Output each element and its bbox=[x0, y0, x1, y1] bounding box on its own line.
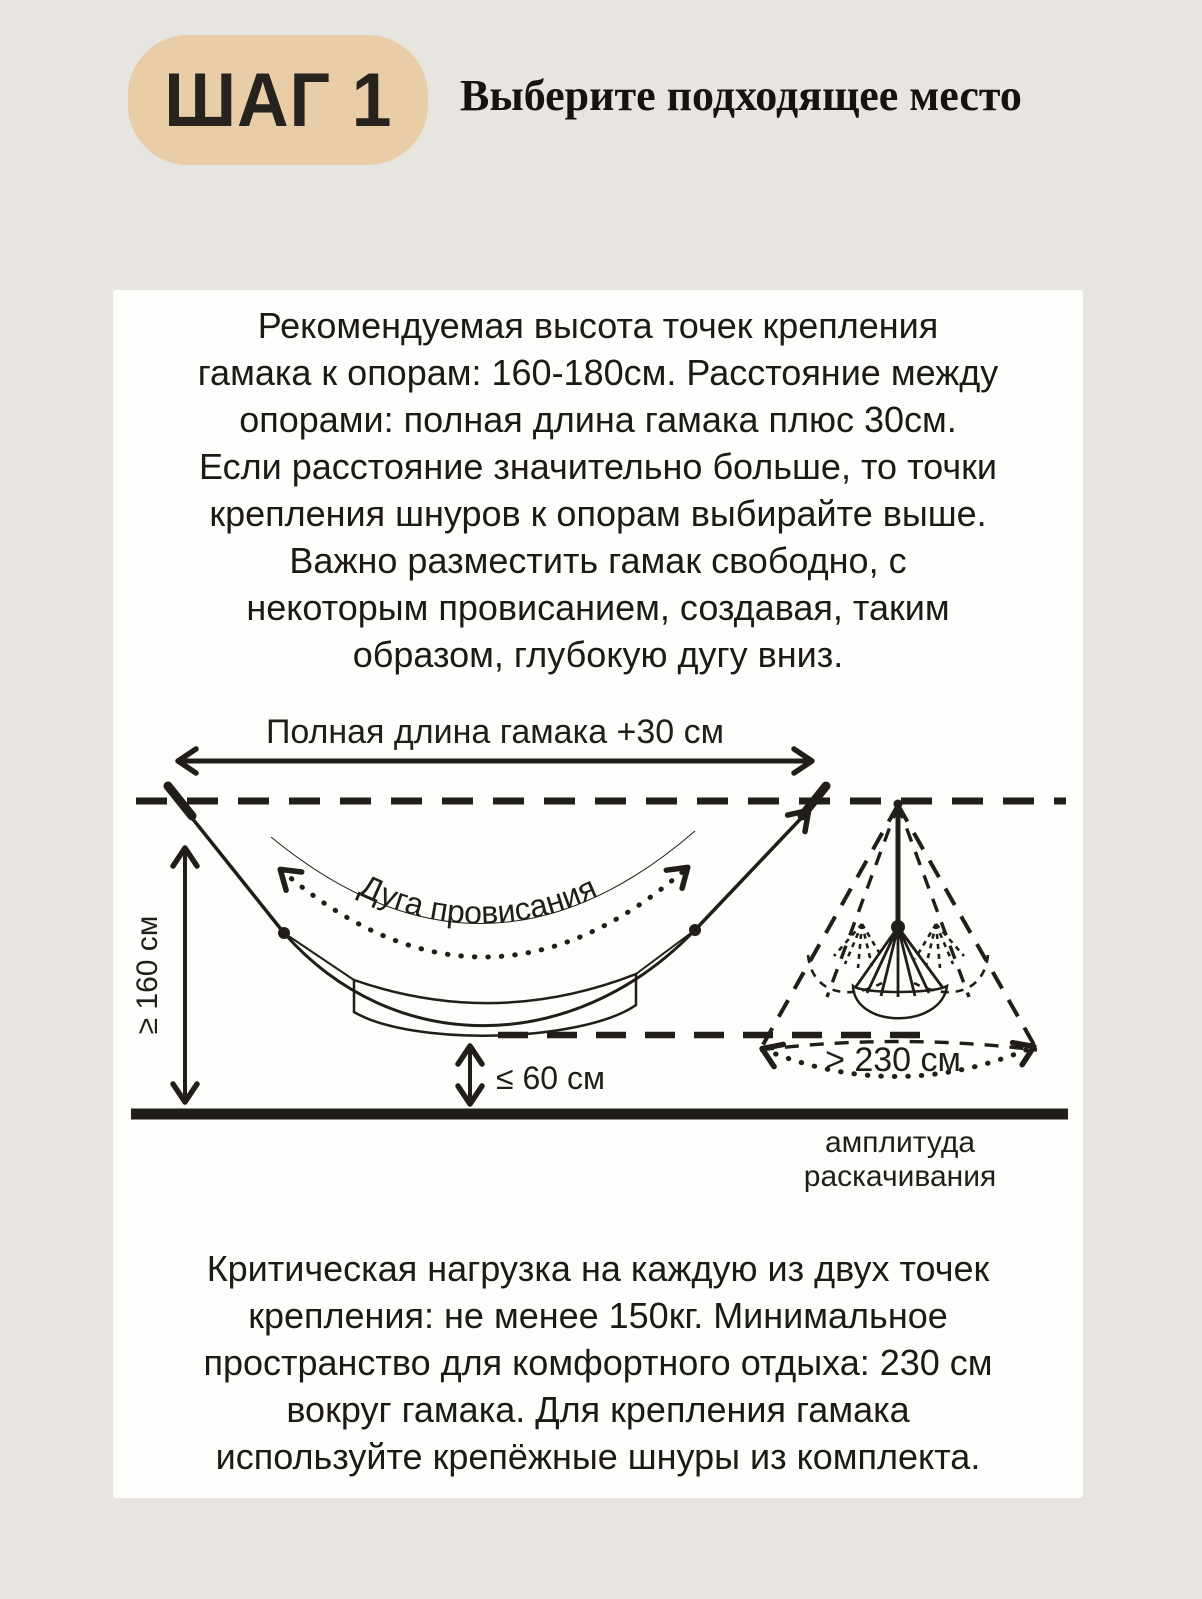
intro-line: Важно разместить гамак свободно, с bbox=[289, 540, 907, 581]
step-badge-label: ШАГ 1 bbox=[163, 57, 393, 143]
intro-paragraph bbox=[113, 302, 1083, 678]
intro-line: образом, глубокую дугу вниз. bbox=[352, 634, 844, 675]
page-title: Выберите подходящее место bbox=[460, 71, 1022, 120]
cone-edge-right bbox=[898, 805, 1037, 1050]
full-length-label: Полная длина гамака +30 см bbox=[265, 713, 725, 751]
load-paragraph bbox=[113, 1245, 1083, 1480]
swing-width-label: > 230 см bbox=[825, 1041, 961, 1079]
clearance-label: ≤ 60 см bbox=[496, 1060, 605, 1096]
intro-line: опорами: полная длина гамака плюс 30см. bbox=[239, 399, 957, 440]
load-line: вокруг гамака. Для крепления гамака bbox=[286, 1389, 910, 1430]
intro-line: некоторым провисанием, создавая, таким bbox=[246, 587, 950, 628]
ghost-knot-left bbox=[857, 914, 867, 924]
intro-line: Рекомендуемая высота точек крепления bbox=[257, 305, 939, 346]
intro-line: гамака к опорам: 160-180см. Расстояние между bbox=[197, 352, 999, 393]
ghost-strings-left bbox=[834, 924, 883, 968]
cone-strings bbox=[855, 927, 943, 997]
load-line: пространство для комфортного отдыха: 230 см bbox=[203, 1342, 993, 1383]
load-line: Критическая нагрузка на каждую из двух точек bbox=[206, 1248, 990, 1289]
intro-line: Если расстояние значительно больше, то точки bbox=[199, 446, 997, 487]
intro-line: крепления шнуров к опорам выбирайте выше. bbox=[209, 493, 987, 534]
left-rope bbox=[180, 803, 284, 933]
hammock-gather-edge-left bbox=[284, 933, 354, 980]
load-line: крепления: не менее 150кг. Минимальное bbox=[248, 1295, 948, 1336]
amplitude-label-line1: амплитуда bbox=[824, 1126, 976, 1159]
hammock-diagram bbox=[113, 697, 1083, 1217]
step-badge bbox=[128, 35, 428, 165]
sag-arc-label: Дуга провисания bbox=[354, 867, 602, 931]
amplitude-label-line2: раскачивания bbox=[803, 1160, 997, 1193]
hammock-gather-edge-right bbox=[636, 930, 695, 974]
right-rope bbox=[695, 811, 808, 930]
load-line: используйте крепёжные шнуры из комплекта. bbox=[215, 1436, 981, 1477]
left-gather-knot bbox=[278, 927, 290, 939]
cone-bowl bbox=[853, 986, 947, 1018]
right-gather-knot bbox=[689, 924, 701, 936]
instruction-card bbox=[113, 290, 1083, 1498]
height-label: ≥ 160 см bbox=[131, 915, 164, 1035]
ghost-knot-right bbox=[931, 914, 941, 924]
hammock-edge-curve bbox=[284, 930, 695, 1026]
